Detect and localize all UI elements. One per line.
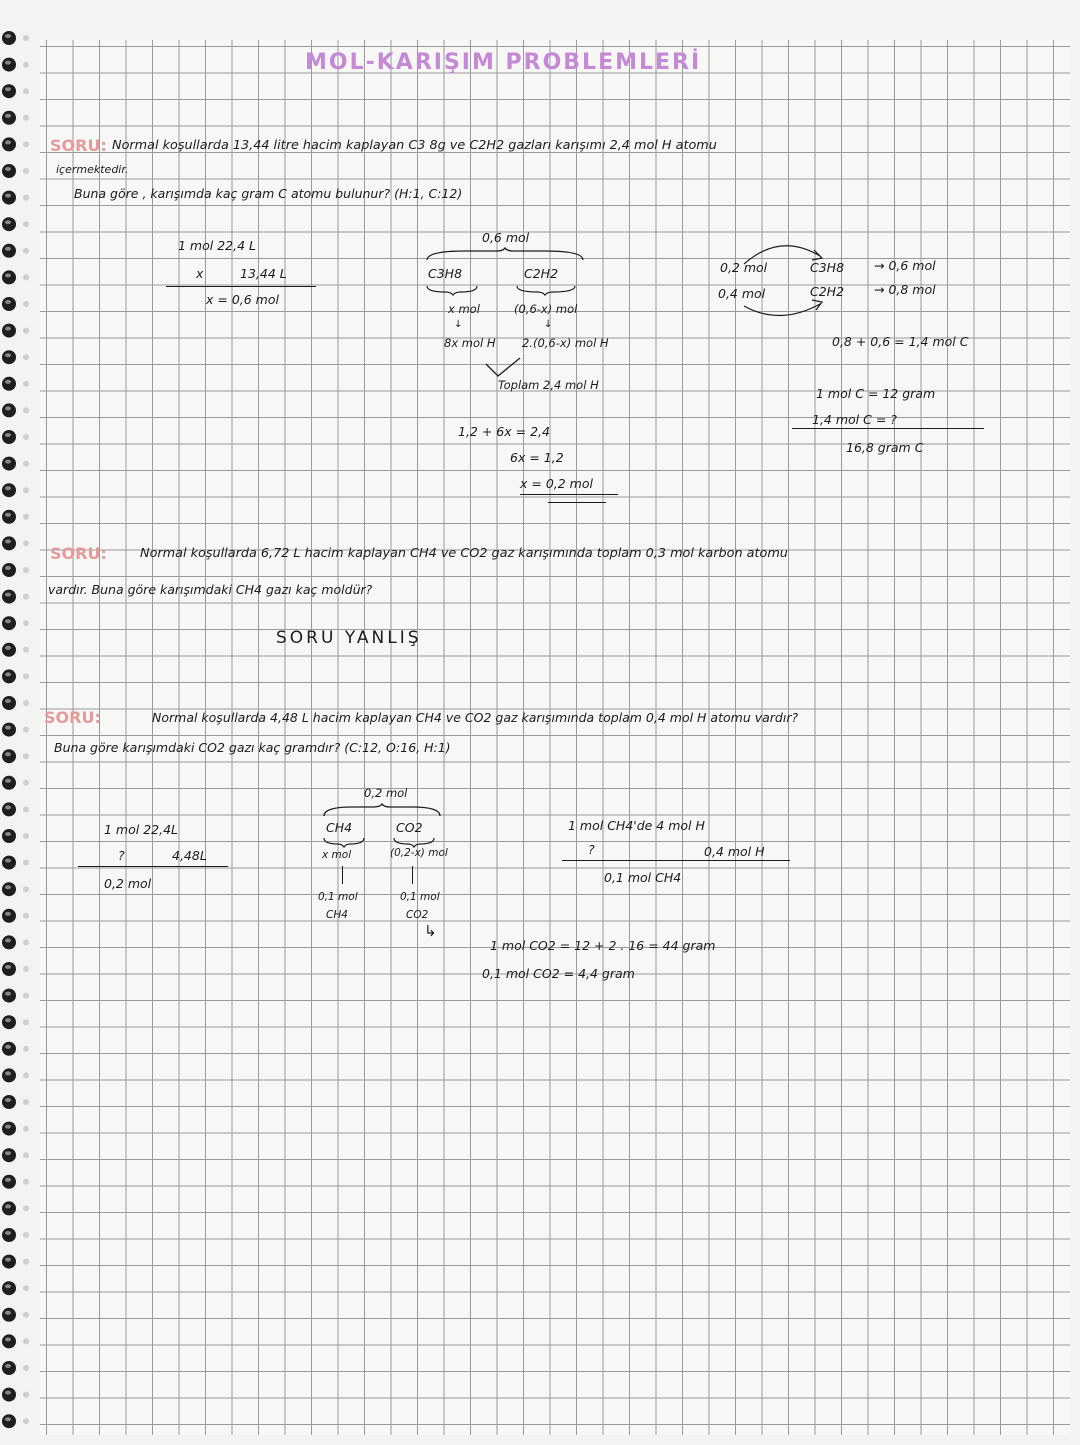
q1-gram-3: 16,8 gram C xyxy=(846,440,924,455)
q1-h-8x: 8x mol H xyxy=(444,336,496,350)
q1-small-braces xyxy=(425,284,585,296)
q1-mol-x: x mol xyxy=(448,302,480,316)
q1-eq3-underline-2 xyxy=(548,502,606,503)
q3-h-line1: 1 mol CH4'de 4 mol H xyxy=(568,818,705,833)
q3-total-brace xyxy=(322,804,442,818)
q1-calc-a3: x = 0,6 mol xyxy=(206,292,279,307)
q3-species-ch4: CH4 xyxy=(326,820,353,835)
q1-sum-c: 0,8 + 0,6 = 1,4 mol C xyxy=(832,334,969,349)
q3-calc-a2-v: 4,48L xyxy=(172,848,207,863)
q1-gram-divider xyxy=(792,428,984,429)
q1-text-line1: Normal koşullarda 13,44 litre hacim kaplayan C3 8g ve C2H2 gazları karışımı 2,4 mol H atomu xyxy=(112,138,717,153)
q1-r2-result: → 0,8 mol xyxy=(874,282,936,297)
q3-h-line2-q: ? xyxy=(588,842,595,857)
q1-gram-1: 1 mol C = 12 gram xyxy=(816,386,936,401)
q1-eq3-underline-1 xyxy=(520,494,618,495)
q1-cross-arrows xyxy=(740,236,830,326)
q1-species-c2h2: C2H2 xyxy=(524,266,559,281)
q1-r1-species: C3H8 xyxy=(810,260,845,275)
q1-text-line3: Buna göre , karışımda kaç gram C atomu bulunur? (H:1, C:12) xyxy=(74,186,463,201)
q1-total-brace xyxy=(425,248,585,262)
q1-text-line2: içermektedir. xyxy=(56,163,129,176)
q2-note: SORU YANLIŞ xyxy=(276,628,422,648)
q2-text-line2: vardır. Buna göre karışımdaki CH4 gazı kaç moldür? xyxy=(48,582,373,597)
q1-check xyxy=(484,356,524,380)
q3-h-line2-v: 0,4 mol H xyxy=(704,844,765,859)
q1-eq3: x = 0,2 mol xyxy=(520,476,593,491)
q2-label: SORU: xyxy=(50,544,107,563)
q3-r2-species: CO2 xyxy=(406,909,429,921)
q3-calc-a2-q: ? xyxy=(118,848,125,863)
q3-text-line1: Normal koşullarda 4,48 L hacim kaplayan CH4 ve CO2 gaz karışımında toplam 0,4 mol H atomu vardır? xyxy=(152,710,799,725)
q3-calc-a3: 0,2 mol xyxy=(104,876,152,891)
q3-calc-divider xyxy=(78,866,228,867)
q1-gram-2: 1,4 mol C = ? xyxy=(812,412,897,427)
q1-calc-a1: 1 mol 22,4 L xyxy=(178,238,256,253)
q3-mol-02x: (0,2-x) mol xyxy=(390,847,448,859)
q1-eq2: 6x = 1,2 xyxy=(510,450,564,465)
q1-label: SORU: xyxy=(50,136,107,155)
q3-r1-mol: 0,1 mol xyxy=(318,891,358,903)
q3-arrow-line-1 xyxy=(342,866,343,884)
q3-mol-x: x mol xyxy=(322,849,352,861)
q1-arrow-2: ↓ xyxy=(544,319,553,330)
spiral-binding xyxy=(0,0,40,1445)
q3-h-line3: 0,1 mol CH4 xyxy=(604,870,682,885)
page-title: MOL-KARIŞIM PROBLEMLERİ xyxy=(305,50,702,75)
q1-r2-species: C2H2 xyxy=(810,284,845,299)
q1-eq1: 1,2 + 6x = 2,4 xyxy=(458,424,550,439)
q3-arrow-line-2 xyxy=(412,866,413,884)
q2-text-line1: Normal koşullarda 6,72 L hacim kaplayan CH4 ve CO2 gaz karışımında toplam 0,3 mol karbon atomu xyxy=(140,546,788,561)
q1-mol-06x: (0,6-x) mol xyxy=(514,302,578,316)
q3-label: SORU: xyxy=(44,708,101,727)
q3-co2-line2: 0,1 mol CO2 = 4,4 gram xyxy=(482,966,635,981)
q1-toplam: Toplam 2,4 mol H xyxy=(498,378,599,392)
q3-total-mol: 0,2 mol xyxy=(364,786,408,800)
q1-total-mol: 0,6 mol xyxy=(482,230,530,245)
q1-calc-divider xyxy=(166,286,316,287)
q1-r2-mol: 0,4 mol xyxy=(718,286,766,301)
q1-calc-a2-x: x xyxy=(196,266,204,281)
q3-species-co2: CO2 xyxy=(396,820,423,835)
q1-arrow-1: ↓ xyxy=(454,319,463,330)
q3-h-divider xyxy=(562,860,790,861)
q1-r1-result: → 0,6 mol xyxy=(874,258,936,273)
q3-text-line2: Buna göre karışımdaki CO2 gazı kaç gramdır? (C:12, O:16, H:1) xyxy=(54,740,451,755)
q3-r2-mol: 0,1 mol xyxy=(400,891,440,903)
q1-r1-mol: 0,2 mol xyxy=(720,260,768,275)
q3-r1-species: CH4 xyxy=(326,909,348,921)
q3-co2-line1: 1 mol CO2 = 12 + 2 . 16 = 44 gram xyxy=(490,938,716,953)
q3-hook-arrow: ↳ xyxy=(424,922,437,940)
q1-calc-a2-v: 13,44 L xyxy=(240,266,287,281)
q1-h-2x: 2.(0,6-x) mol H xyxy=(522,336,609,350)
q1-species-c3h8: C3H8 xyxy=(428,266,463,281)
q3-calc-a1: 1 mol 22,4L xyxy=(104,822,178,837)
